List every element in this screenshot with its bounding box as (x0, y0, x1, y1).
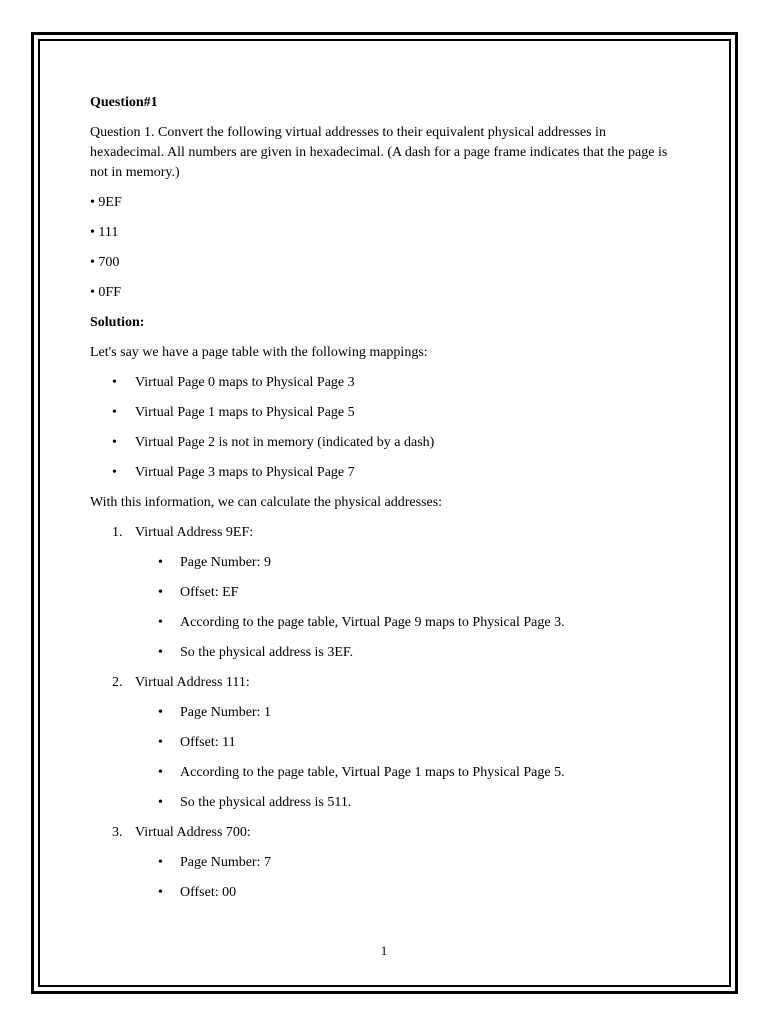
address-item: • 700 (90, 255, 120, 270)
mapping-intro: Let's say we have a page table with the following mappings: (90, 345, 428, 360)
mapping-list (90, 373, 680, 483)
step-number: 1. (112, 525, 123, 540)
step-detail: • According to the page table, Virtual Page 1 maps to Physical Page 5. (90, 763, 680, 783)
step-title-text: Virtual Address 700: (135, 825, 251, 840)
step-detail-list (90, 553, 680, 663)
calc-intro: With this information, we can calculate the physical addresses: (90, 495, 443, 510)
step-list (90, 523, 680, 903)
step-title-text: Virtual Address 111: (135, 675, 250, 690)
step-detail: • Page Number: 1 (90, 703, 680, 723)
step-title-text: Virtual Address 9EF: (135, 525, 254, 540)
step-title (90, 823, 680, 843)
step-item (90, 673, 680, 813)
page-number: 1 (380, 943, 388, 958)
step-detail: • So the physical address is 3EF. (90, 643, 680, 663)
step-number: 3. (112, 825, 123, 840)
step-item (90, 823, 680, 903)
step-detail: • According to the page table, Virtual Page 9 maps to Physical Page 3. (90, 613, 680, 633)
step-item (90, 523, 680, 663)
solution-heading: Solution: (90, 315, 145, 330)
step-number: 2. (112, 675, 123, 690)
mapping-item: • Virtual Page 1 maps to Physical Page 5 (90, 403, 680, 423)
question-heading: Question#1 (90, 95, 158, 110)
step-detail: • Offset: 11 (90, 733, 680, 753)
step-detail-list (90, 853, 680, 903)
step-title (90, 523, 680, 543)
mapping-item: • Virtual Page 3 maps to Physical Page 7 (90, 463, 680, 483)
step-detail-list (90, 703, 680, 813)
step-title (90, 673, 680, 693)
step-detail: • Offset: EF (90, 583, 680, 603)
address-item: • 9EF (90, 195, 122, 210)
step-detail: • Page Number: 7 (90, 853, 680, 873)
mapping-item: • Virtual Page 0 maps to Physical Page 3 (90, 373, 680, 393)
question-text: Question 1. Convert the following virtual addresses to their equivalent physical addresses in hexadecimal. All numbers are given in hexadecimal. (A dash for a page frame indicates that the page is not in memory.) (90, 125, 668, 180)
address-list (90, 193, 680, 303)
step-detail: • Offset: 00 (90, 883, 680, 903)
address-item: • 0FF (90, 285, 121, 300)
address-item: • 111 (90, 225, 119, 240)
document-page (90, 93, 680, 913)
step-detail: • So the physical address is 511. (90, 793, 680, 813)
mapping-item: • Virtual Page 2 is not in memory (indicated by a dash) (90, 433, 680, 453)
step-detail: • Page Number: 9 (90, 553, 680, 573)
